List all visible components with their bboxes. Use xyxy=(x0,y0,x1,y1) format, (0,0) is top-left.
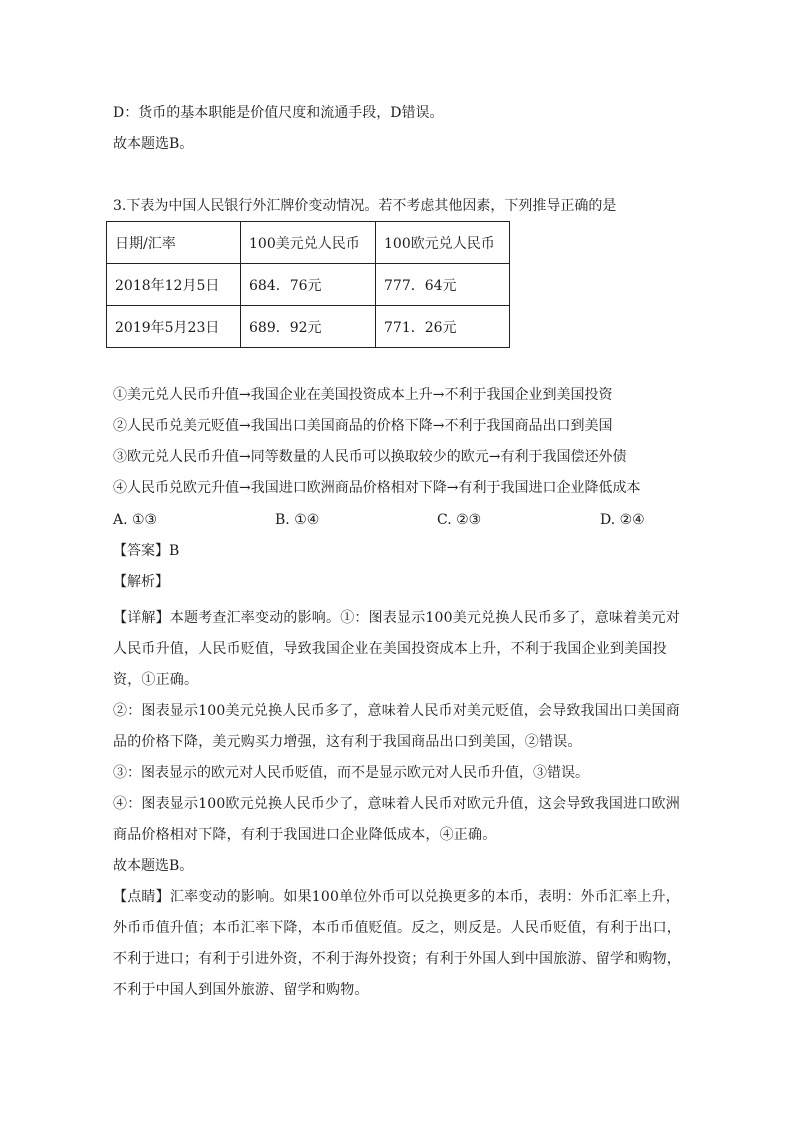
detail-paragraph-2: ②：图表显示100美元兑换人民币多了，意味着人民币对美元贬值，会导致我国出口美国商品的价格下降，美元购买力增强，这有利于我国商品出口到美国，②错误。 xyxy=(113,703,680,750)
table-cell: 2019年5月23日 xyxy=(107,306,241,348)
statement-1: ①美元兑人民币升值→我国企业在美国投资成本上升→不利于我国企业到美国投资 xyxy=(113,387,613,403)
detail-tag: 【详解】 xyxy=(113,610,170,626)
table-cell: 771．26元 xyxy=(376,306,510,348)
statement-2: ②人民币兑美元贬值→我国出口美国商品的价格下降→不利于我国商品出口到美国 xyxy=(113,418,613,434)
table-row xyxy=(107,306,510,348)
option-b: B. ①④ xyxy=(275,512,320,528)
answer-label: 【答案】B xyxy=(113,543,180,559)
question-stem: 3.下表为中国人民银行外汇牌价变动情况。若不考虑其他因素，下列推导正确的是 xyxy=(113,198,617,214)
analysis-label: 【解析】 xyxy=(113,574,169,590)
tip-text: 汇率变动的影响。如果100单位外币可以兑换更多的本币，表明：外币汇率上升，外币币值升值；本币汇率下降，本币币值贬值。反之，则反是。人民币贬值，有利于出口，不利于进口；有利于引进外资，不利于海外投资；有利于外国人到中国旅游、留学和购物，不利于中国人到国外旅游、留学和购物。 xyxy=(113,889,681,998)
statement-3: ③欧元兑人民币升值→同等数量的人民币可以换取较少的欧元→有利于我国偿还外债 xyxy=(113,449,627,465)
option-d: D. ②④ xyxy=(600,512,645,528)
tip-tag: 【点睛】 xyxy=(113,889,170,905)
option-a: A. ①③ xyxy=(113,512,158,528)
detail-conclusion: 故本题选B。 xyxy=(113,858,194,874)
table-header-cell: 100欧元兑人民币 xyxy=(376,222,510,264)
table-cell: 2018年12月5日 xyxy=(107,264,241,306)
table-cell: 777．64元 xyxy=(376,264,510,306)
exchange-rate-table xyxy=(106,221,510,348)
previous-answer-d: D：货币的基本职能是价值尺度和流通手段，D错误。 xyxy=(113,105,444,121)
option-c: C. ②③ xyxy=(437,512,482,528)
table-header-cell: 日期/汇率 xyxy=(107,222,241,264)
detail-paragraph-4: ④：图表显示100欧元兑换人民币少了，意味着人民币对欧元升值，这会导致我国进口欧洲商品价格相对下降，有利于我国进口企业降低成本，④正确。 xyxy=(113,796,680,843)
table-row xyxy=(107,264,510,306)
detail-paragraph-3: ③：图表显示的欧元对人民币贬值，而不是显示欧元对人民币升值，③错误。 xyxy=(113,765,589,781)
detail-paragraph-1 xyxy=(113,603,684,696)
table-header-cell: 100美元兑人民币 xyxy=(241,222,376,264)
detail-text-1: 本题考查汇率变动的影响。①：图表显示100美元兑换人民币多了，意味着美元对人民币升值，人民币贬值，导致我国企业在美国投资成本上升，不利于我国企业到美国投资，①正确。 xyxy=(113,610,680,688)
table-cell: 684．76元 xyxy=(241,264,376,306)
table-header-row xyxy=(107,222,510,264)
previous-conclusion: 故本题选B。 xyxy=(113,136,194,152)
tip-paragraph xyxy=(113,882,684,1006)
statement-4: ④人民币兑欧元升值→我国进口欧洲商品价格相对下降→有利于我国进口企业降低成本 xyxy=(113,480,641,496)
table-cell: 689．92元 xyxy=(241,306,376,348)
